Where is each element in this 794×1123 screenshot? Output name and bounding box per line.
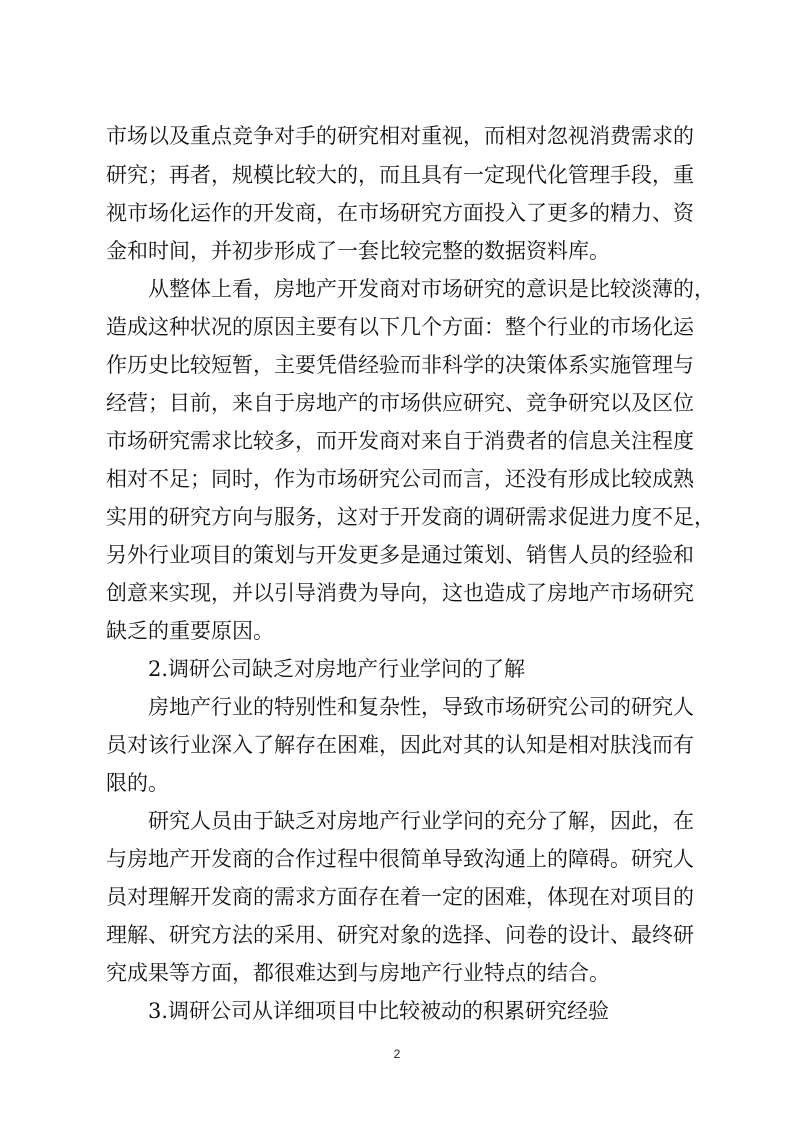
text-line: 另外行业项目的策划与开发更多是通过策划、销售人员的经验和 (106, 543, 694, 567)
section-heading: 2.调研公司缺乏对房地产行业学问的了解 (148, 657, 526, 681)
text-line: 理解、研究方法的采用、研究对象的选择、问卷的设计、最终研 (106, 923, 694, 947)
text-line: 实用的研究方向与服务，这对于开发商的调研需求促进力度不足， (106, 505, 715, 529)
text-line: 造成这种状况的原因主要有以下几个方面：整个行业的市场化运 (106, 315, 694, 339)
page-number: 2 (393, 1047, 401, 1061)
text-line: 缺乏的重要原因。 (106, 619, 274, 643)
text-line: 限的。 (106, 771, 169, 795)
text-line: 员对理解开发商的需求方面存在着一定的困难，体现在对项目的 (106, 885, 694, 909)
text-line: 金和时间，并初步形成了一套比较完整的数据资料库。 (106, 239, 610, 263)
text-line: 创意来实现，并以引导消费为导向，这也造成了房地产市场研究 (106, 581, 694, 605)
text-line: 研究；再者，规模比较大的，而且具有一定现代化管理手段，重 (106, 163, 694, 187)
text-line: 视市场化运作的开发商，在市场研究方面投入了更多的精力、资 (106, 201, 694, 225)
text-line: 从整体上看，房地产开发商对市场研究的意识是比较淡薄的， (148, 277, 715, 301)
text-line: 相对不足；同时，作为市场研究公司而言，还没有形成比较成熟 (106, 467, 694, 491)
text-line: 市场以及重点竞争对手的研究相对重视，而相对忽视消费需求的 (106, 124, 694, 148)
text-line: 经营；目前，来自于房地产的市场供应研究、竞争研究以及区位 (106, 391, 694, 415)
text-line: 研究人员由于缺乏对房地产行业学问的充分了解，因此，在 (148, 809, 694, 833)
text-line: 员对该行业深入了解存在困难，因此对其的认知是相对肤浅而有 (106, 733, 694, 757)
section-heading: 3.调研公司从详细项目中比较被动的积累研究经验 (148, 999, 610, 1023)
text-line: 房地产行业的特别性和复杂性，导致市场研究公司的研究人 (148, 695, 694, 719)
text-line: 市场研究需求比较多，而开发商对来自于消费者的信息关注程度 (106, 429, 694, 453)
text-line: 作历史比较短暂，主要凭借经验而非科学的决策体系实施管理与 (106, 353, 694, 377)
text-line: 与房地产开发商的合作过程中很简单导致沟通上的障碍。研究人 (106, 847, 694, 871)
text-line: 究成果等方面，都很难达到与房地产行业特点的结合。 (106, 961, 610, 985)
